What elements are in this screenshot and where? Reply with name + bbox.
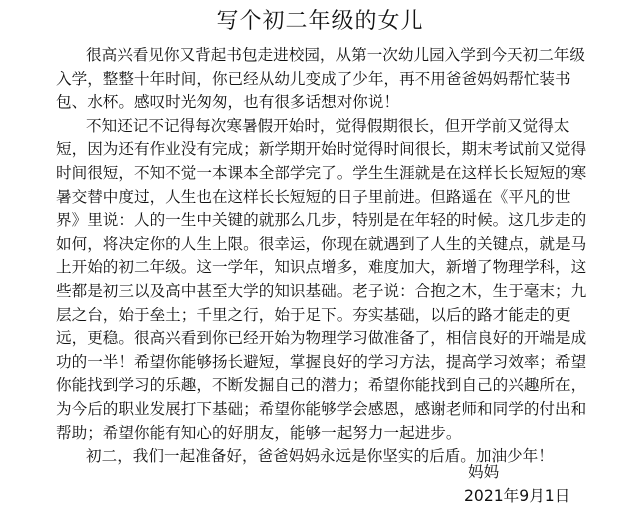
body-line: 你能找到学习的乐趣，不断发掘自己的潜力；希望你能找到自己的兴趣所在， [56, 376, 587, 395]
body-line: 入学，整整十年时间，你已经从幼儿变成了少年，再不用爸爸妈妈帮忙装书 [56, 69, 571, 88]
body-line: 功的一半！希望你能够扬长避短，掌握良好的学习方法，提高学习效率；希望 [56, 352, 587, 371]
letter-date: 2021年9月1日 [464, 487, 571, 505]
body-line: 如何，将决定你的人生上限。很幸运，你现在就遇到了人生的关键点，就是马 [56, 234, 587, 253]
page-title: 写个初二年级的女儿 [216, 9, 424, 34]
body-line: 时间很短，不知不觉一本课本全部学完了。学生生涯就是在这样长长短短的寒 [56, 163, 587, 182]
body-line: 层之台，始于垒土；千里之行，始于足下。夯实基础，以后的路才能走的更 [56, 305, 571, 324]
body-line: 些都是初三以及高中甚至大学的知识基础。老子说：合抱之木，生于毫末；九 [56, 281, 587, 300]
body-line: 初二，我们一起准备好，爸爸妈妈永远是你坚实的后盾。加油少年！ [86, 447, 554, 466]
body-line: 远，更稳。很高兴看到你已经开始为物理学习做准备了，相信良好的开端是成 [56, 329, 587, 348]
body-line: 包、水杯。感叹时光匆匆，也有很多话想对你说！ [56, 93, 400, 112]
body-line: 上开始的初二年级。这一学年，知识点增多，难度加大，新增了物理学科，这 [56, 258, 587, 277]
body-line: 短，因为还有作业没有完成；新学期开始时觉得时间很长，期末考试前又觉得 [56, 140, 587, 159]
body-line: 不知还记不记得每次寒暑假开始时，觉得假期很长，但开学前又觉得太 [86, 116, 570, 135]
body-line: 界》里说：人的一生中关键的就那么几步，特别是在年轻的时候。这几步走的 [56, 211, 587, 230]
letter-body [56, 44, 604, 469]
body-line: 帮助；希望你能有知心的好朋友，能够一起努力一起进步。 [56, 423, 462, 442]
body-line: 很高兴看见你又背起书包走进校园，从第一次幼儿园入学到今天初二年级 [86, 46, 586, 64]
body-line: 为今后的职业发展打下基础；希望你能够学会感恩，感谢老师和同学的付出和 [56, 399, 587, 418]
body-line: 暑交替中度过，人生也在这样长长短短的日子里前进。但路遥在《平凡的世 [56, 187, 571, 206]
signature: 妈妈 [468, 463, 500, 481]
